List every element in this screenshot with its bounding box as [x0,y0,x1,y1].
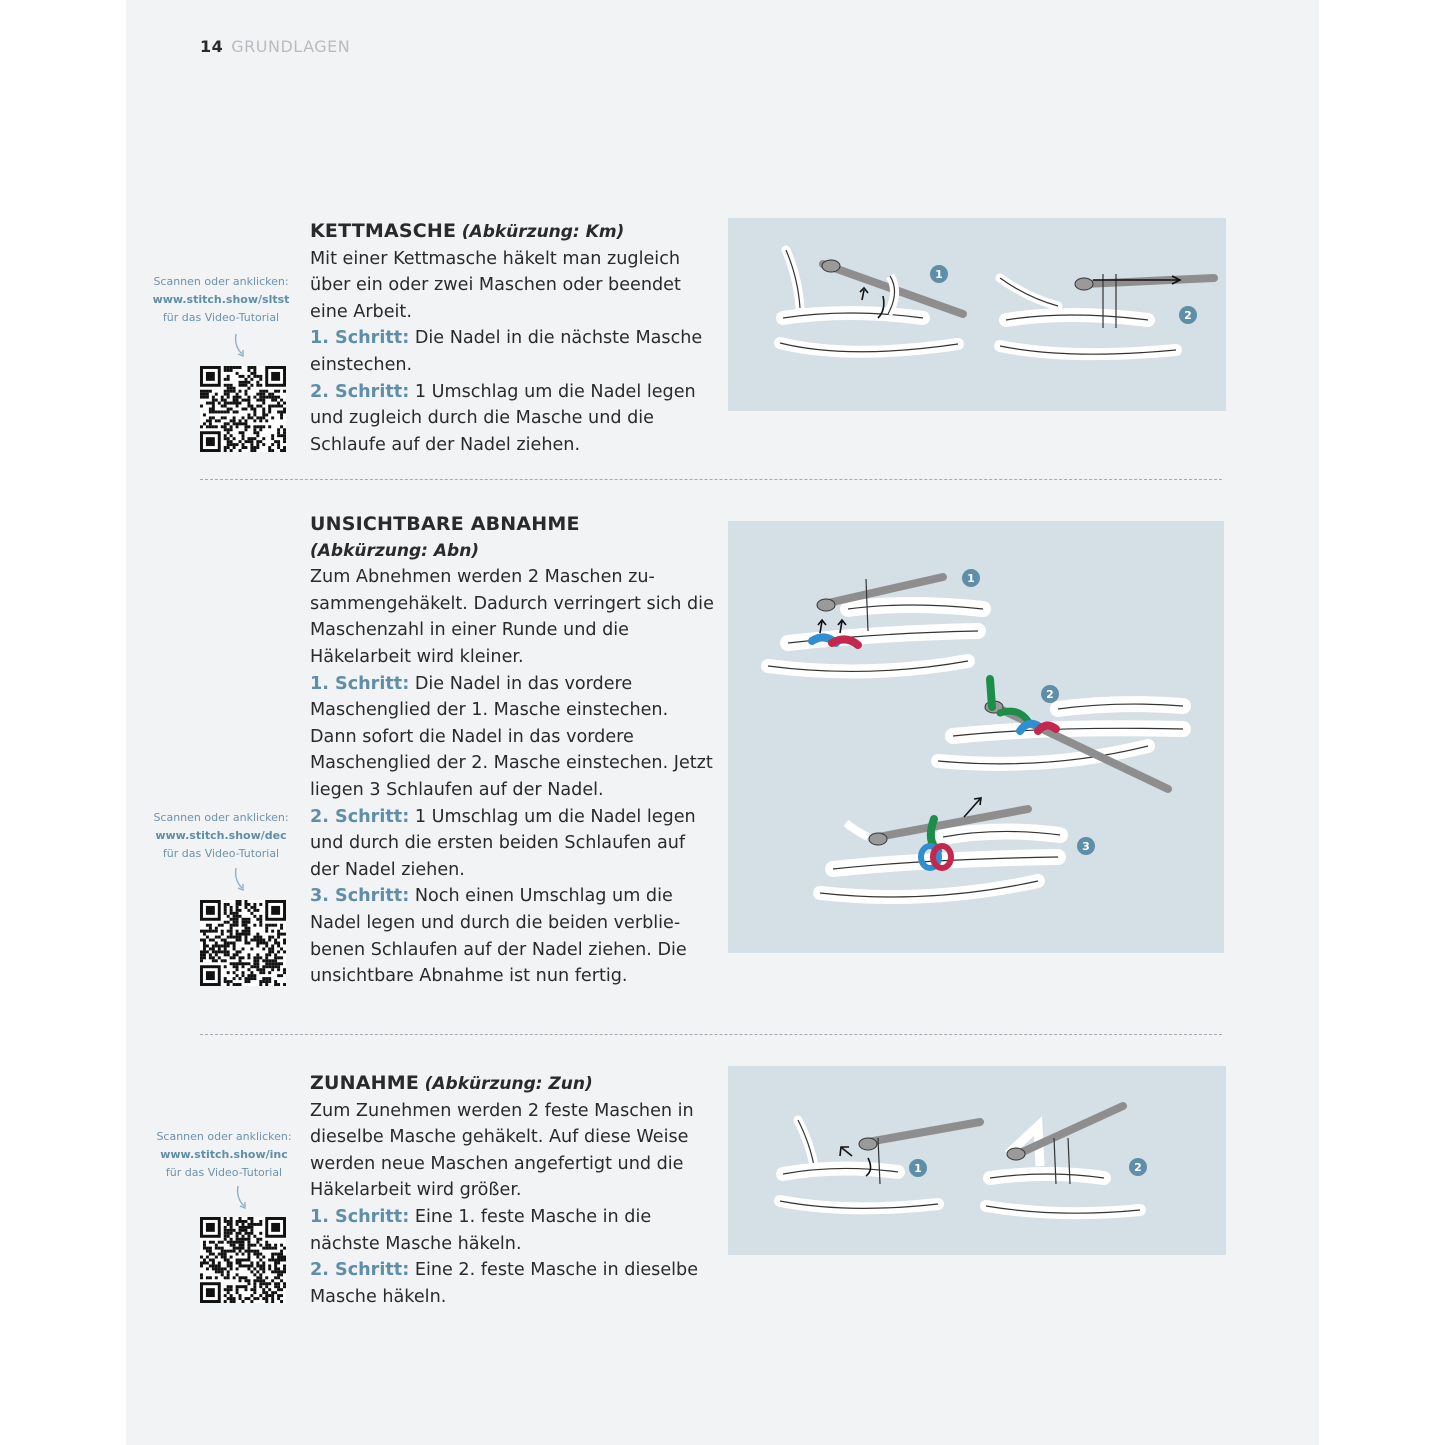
qr-caption [141,273,301,327]
down-arrow-icon [230,332,254,364]
step-text: 1 Umschlag um die Nadel legen und zugleich durch die Masche und die Schlaufe auf der Nadel ziehen. [310,381,696,455]
step-text: 1 Umschlag um die Nadel legen und durch die ersten beiden Schlaufen auf der Nadel ziehen. [310,806,696,880]
step-label: 2. Schritt: [310,381,410,402]
crochet-fig-1 [780,250,963,352]
section-title: KETTMASCHE [310,220,457,242]
section-name: GRUNDLAGEN [231,37,351,56]
tutorial-link[interactable]: www.stitch.show/dec [155,829,287,842]
section-abbreviation: (Abkürzung: Km) [461,222,625,242]
step-text: Eine 2. feste Masche in dieselbe Masche häkeln. [310,1260,699,1307]
qr-caption-line: für das Video-Tutorial [165,1166,283,1179]
zunahme-text [310,1070,715,1310]
step-text: Die Nadel in die nächste Masche einstechen. [310,328,703,375]
page-number: 14 [200,37,224,56]
step-badge: 1 [914,1162,922,1175]
step [310,325,715,378]
qr-caption-line: Scannen oder anklicken: [153,811,289,824]
step-label: 1. Schritt: [310,1206,410,1227]
step-badge: 3 [1082,840,1090,853]
section-divider [200,479,1222,480]
step-badge: 2 [1134,1161,1142,1174]
crochet-fig-1 [768,569,983,671]
section-title: UNSICHTBARE ABNAHME [310,513,580,535]
step [310,804,715,884]
crochet-fig-1 [780,1120,980,1208]
step-badge: 1 [967,572,975,585]
qr-caption-line: Scannen oder anklicken: [153,275,289,288]
page-header [200,37,350,56]
crochet-fig-3 [820,798,1095,897]
zunahme-illustration [728,1066,1226,1255]
abnahme-illustration [728,521,1224,953]
step-label: 1. Schritt: [310,328,410,349]
step [310,1257,715,1310]
qr-caption [141,809,301,863]
section-title: ZUNAHME [310,1072,419,1094]
qr-caption-line: für das Video-Tutorial [162,847,280,860]
step-badge: 1 [935,268,943,281]
section-intro: Zum Zunehmen werden 2 feste Maschen in dieselbe Masche gehäkelt. Auf diese Weise werden neue Maschen angefertigt und die Häkelarbeit wird größer. [310,1100,694,1201]
section-intro: Zum Abnehmen werden 2 Maschen zu-sammengehäkelt. Dadurch verringert sich die Maschenzahl in einer Runde und die Häkelarbeit wird kleiner. [310,567,714,667]
qr-caption-line: Scannen oder anklicken: [156,1130,292,1143]
step [310,379,715,459]
step-label: 2. Schritt: [310,806,410,827]
step-label: 2. Schritt: [310,1260,410,1281]
step [310,1204,715,1257]
qr-code-icon[interactable] [200,1217,286,1303]
qr-code-icon[interactable] [200,366,286,452]
down-arrow-icon [232,1184,256,1216]
tutorial-link[interactable]: www.stitch.show/inc [160,1148,288,1161]
step-label: 3. Schritt: [310,886,410,907]
step-badge: 2 [1046,688,1054,701]
section-abbreviation: (Abkürzung: Abn) [310,540,480,561]
crochet-fig-2 [986,1106,1147,1213]
step-text: Eine 1. feste Masche in die nächste Masche häkeln. [310,1206,652,1254]
qr-code-icon[interactable] [200,900,286,986]
kettmasche-text [310,218,715,458]
step [310,671,715,804]
qr-caption [144,1128,304,1182]
step-badge: 2 [1184,309,1192,322]
crochet-fig-2 [1000,274,1214,354]
tutorial-link[interactable]: www.stitch.show/sltst [152,293,290,306]
section-divider [200,1034,1222,1035]
step-text: Noch einen Umschlag um die Nadel legen und durch die beiden verblie-benen Schlaufen auf der Nadel ziehen. Die unsichtbare Abnahme ist nun fertig. [310,886,687,987]
step [310,883,715,989]
step-label: 1. Schritt: [310,673,410,694]
step-text: Die Nadel in das vordere Maschenglied der 1. Masche einstechen. Dann sofort die Nadel in das vordere Maschenglied der 2. Masche einstechen. Jetzt liegen 3 Schlaufen auf der Nadel. [310,673,713,800]
kettmasche-illustration [728,218,1226,411]
abnahme-text [310,511,715,990]
section-abbreviation: (Abkürzung: Zun) [424,1074,593,1094]
down-arrow-icon [230,866,254,898]
crochet-fig-2 [938,679,1183,789]
qr-caption-line: für das Video-Tutorial [162,311,280,324]
section-intro: Mit einer Kettmasche häkelt man zugleich über ein oder zwei Maschen oder beendet eine Arbeit. [310,248,681,322]
